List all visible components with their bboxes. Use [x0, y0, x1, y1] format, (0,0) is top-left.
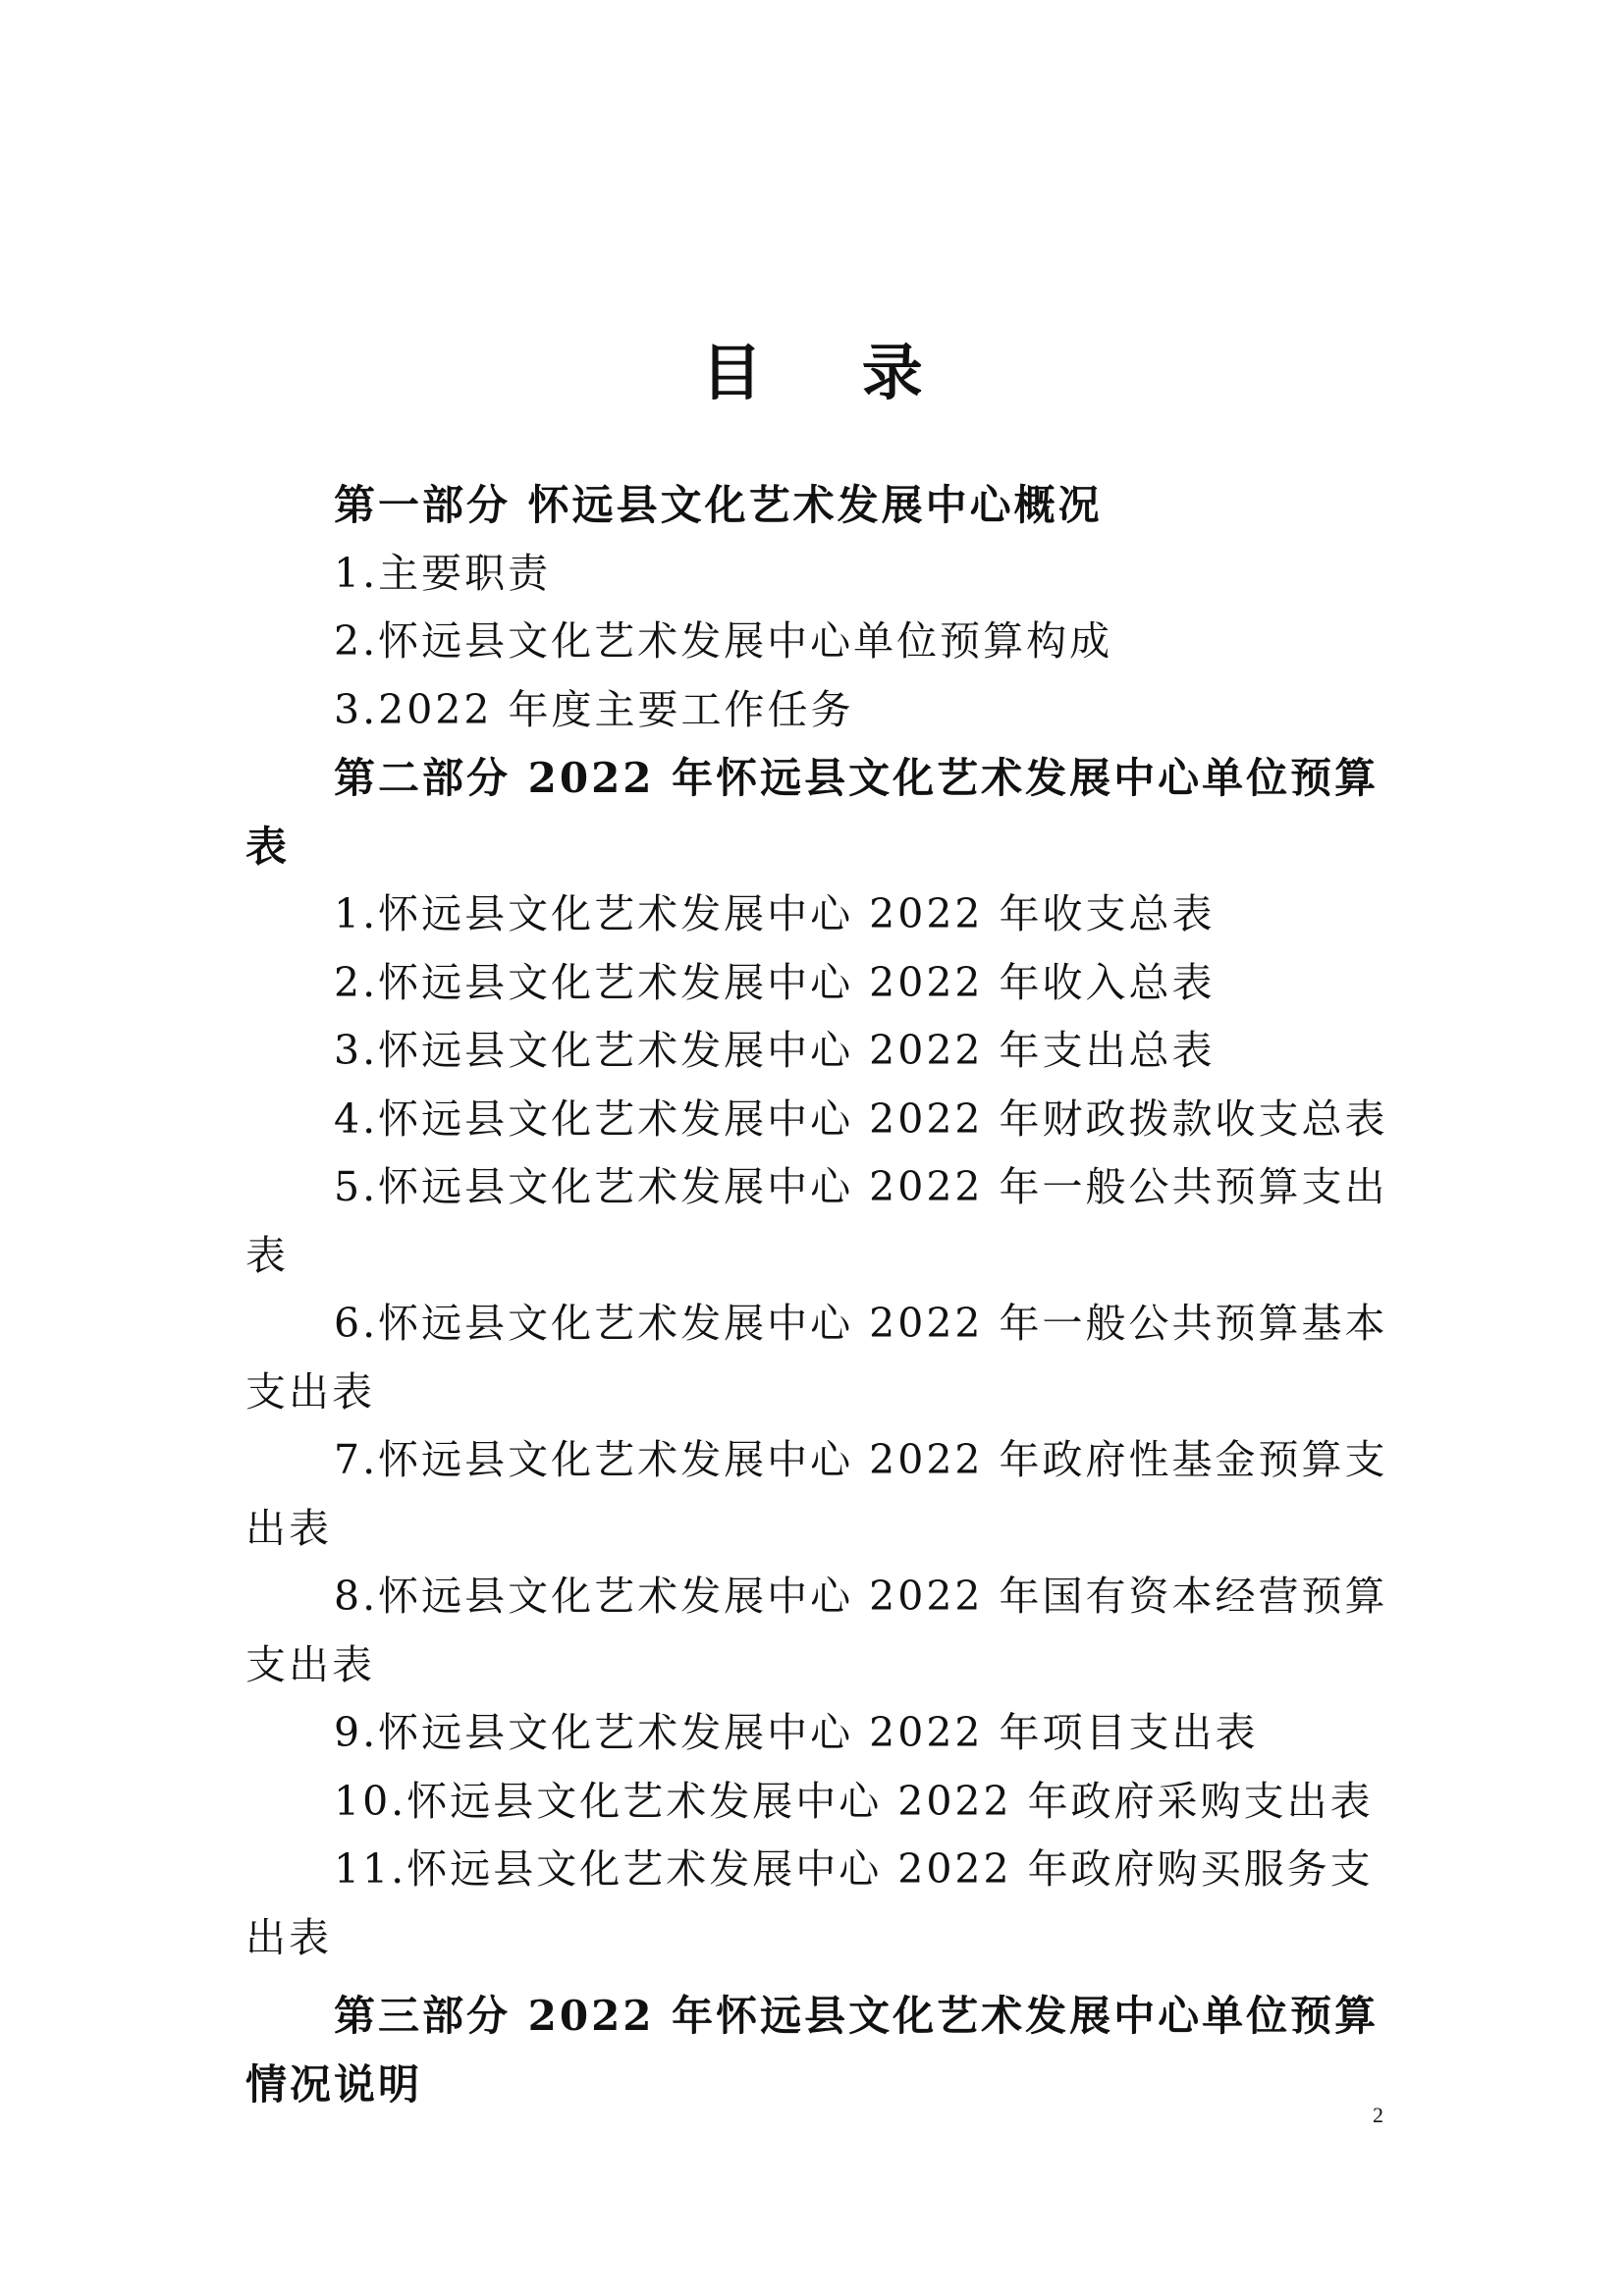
toc-item: 1.主要职责: [334, 549, 552, 597]
toc-item: 6.怀远县文化艺术发展中心 2022 年一般公共预算基本支出表: [245, 1300, 1388, 1415]
toc-item: 2.怀远县文化艺术发展中心 2022 年收入总表: [334, 958, 1216, 1006]
page-number: 2: [1373, 2103, 1383, 2127]
toc-item: 2.怀远县文化艺术发展中心单位预算构成: [334, 617, 1113, 665]
toc-item: 10.怀远县文化艺术发展中心 2022 年政府采购支出表: [334, 1777, 1374, 1825]
page-title: 目 录: [701, 337, 962, 408]
toc-item: 5.怀远县文化艺术发展中心 2022 年一般公共预算支出表: [245, 1163, 1388, 1279]
toc-item: 11.怀远县文化艺术发展中心 2022 年政府购买服务支出表: [245, 1845, 1374, 1961]
toc-item: 7.怀远县文化艺术发展中心 2022 年政府性基金预算支出表: [245, 1436, 1388, 1552]
toc-item: 9.怀远县文化艺术发展中心 2022 年项目支出表: [334, 1709, 1259, 1756]
toc-part-1: 第一部分 怀远县文化艺术发展中心概况: [334, 481, 1103, 529]
toc-item: 1.怀远县文化艺术发展中心 2022 年收支总表: [334, 890, 1216, 937]
toc-part-3: 第三部分 2022 年怀远县文化艺术发展中心单位预算情况说明: [245, 1992, 1380, 2109]
toc-item: 3.2022 年度主要工作任务: [334, 685, 854, 733]
toc-item: 8.怀远县文化艺术发展中心 2022 年国有资本经营预算支出表: [245, 1573, 1388, 1688]
toc-item: 3.怀远县文化艺术发展中心 2022 年支出总表: [334, 1027, 1216, 1074]
table-of-contents: [245, 471, 1389, 2118]
toc-item: 4.怀远县文化艺术发展中心 2022 年财政拨款收支总表: [334, 1095, 1388, 1143]
toc-part-2: 第二部分 2022 年怀远县文化艺术发展中心单位预算表: [245, 754, 1380, 871]
